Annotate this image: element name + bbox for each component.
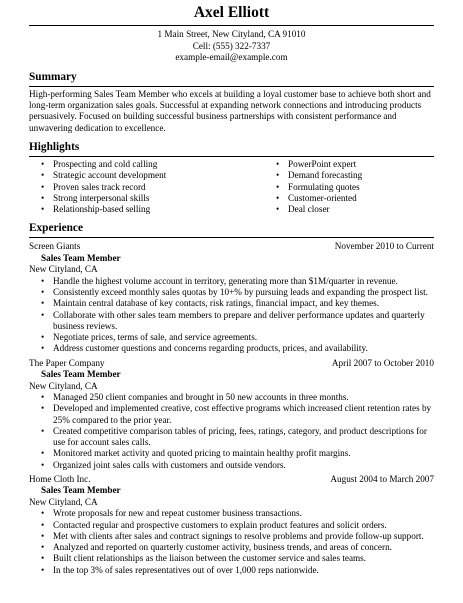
candidate-name: Axel Elliott [193,4,270,21]
job-location: New Cityland, CA [29,264,98,275]
job-bullet: • Built client relationships as the liaison between the customer service and sales teams. [41,553,434,564]
highlight-item: • Prospecting and cold calling [41,159,254,170]
highlights-list [29,159,434,215]
job-header [29,474,434,485]
job-bullet: • Collaborate with other sales team members to prepare and deliver performance updates and quarterly business reviews. [41,310,434,333]
highlight-item: • Strategic account development [41,170,254,181]
contact-phone: Cell: (555) 322-7337 [192,40,271,51]
job-company: Home Cloth Inc. [29,474,91,485]
highlight-item: • Relationship-based selling [41,204,254,215]
highlight-item: • Deal closer [276,204,362,215]
experience-heading: Experience [29,222,83,235]
summary-text: High-performing Sales Team Member who excels at building a loyal customer base to achieve both short and long-term organization sales goals. Successful at expanding network connections and introducing products persuasively. Focused on building successful business partnerships with consistent performance and unwavering dedication to excellence. [29,88,431,133]
resume-page [0,4,463,603]
job-dates: April 2007 to October 2010 [331,357,434,368]
job-bullet: • Managed 250 client companies and brought in 50 new accounts in three months. [41,392,434,403]
job-entry [29,358,434,471]
job-bullet: • Created competitive comparison tables of pricing, fees, ratings, category, and product descriptions for use for account sales calls. [41,426,434,449]
highlight-item: • Proven sales track record [41,182,254,193]
job-bullets [29,392,434,471]
job-title: Sales Team Member [41,485,121,496]
job-company: The Paper Company [29,357,105,368]
job-entry [29,241,434,354]
highlights-heading: Highlights [29,140,80,153]
job-bullet: • Consistently exceed monthly sales quotas by 10+% by pursuing leads and expanding the prospect list. [41,287,434,298]
job-bullets [29,276,434,355]
highlight-item: • Formulating quotes [276,182,362,193]
job-bullets [29,508,434,576]
job-location: New Cityland, CA [29,496,98,507]
job-bullet: • Met with clients after sales and contract signings to resolve problems and provide follow-up support. [41,531,434,542]
job-title: Sales Team Member [41,369,121,380]
job-bullet: • Analyzed and reported on quarterly customer activity, business trends, and areas of concern. [41,542,434,553]
job-company: Screen Giants [29,241,81,252]
highlights-right-column [254,159,362,215]
highlight-item: • Demand forecasting [276,170,362,181]
job-bullet: • Organized joint sales calls with customers and outside vendors. [41,460,434,471]
job-header [29,358,434,369]
highlight-item: • Strong interpersonal skills [41,193,254,204]
job-title: Sales Team Member [41,252,121,263]
highlights-divider [29,156,434,157]
highlight-item: • Customer-oriented [276,193,362,204]
summary-heading: Summary [29,70,77,83]
job-dates: November 2010 to Current [334,241,434,252]
job-bullet: • Developed and implemented creative, cost effective programs which increased client retention rates by 25% compared to the prior year. [41,403,434,426]
job-dates: August 2004 to March 2007 [330,474,434,485]
job-entry [29,474,434,576]
contact-address: 1 Main Street, New Cityland, CA 91010 [157,29,306,39]
job-bullet: • Contacted regular and prospective customers to explain product features and solicit orders. [41,520,434,531]
job-bullet: • Wrote proposals for new and repeat customer business transactions. [41,508,434,519]
header-divider [29,25,434,26]
job-header [29,241,434,252]
highlight-item: • PowerPoint expert [276,159,362,170]
contact-email: example-email@example.com [175,52,288,63]
job-bullet: • Handle the highest volume account in territory, generating more than $1M/quarter in revenue. [41,276,434,287]
job-bullet: • Negotiate prices, terms of sale, and service agreements. [41,332,434,343]
job-bullet: • Monitored market activity and quoted pricing to maintain healthy profit margins. [41,448,434,459]
job-bullet: • Maintain central database of key contacts, risk ratings, financial impact, and key themes. [41,298,434,309]
job-bullet: • Address customer questions and concerns regarding products, prices, and availability. [41,343,434,354]
job-location: New Cityland, CA [29,380,98,391]
summary-divider [29,86,434,87]
experience-divider [29,237,434,238]
highlights-left-column [29,159,254,215]
job-bullet: • In the top 3% of sales representatives out of over 1,000 reps nationwide. [41,565,434,576]
